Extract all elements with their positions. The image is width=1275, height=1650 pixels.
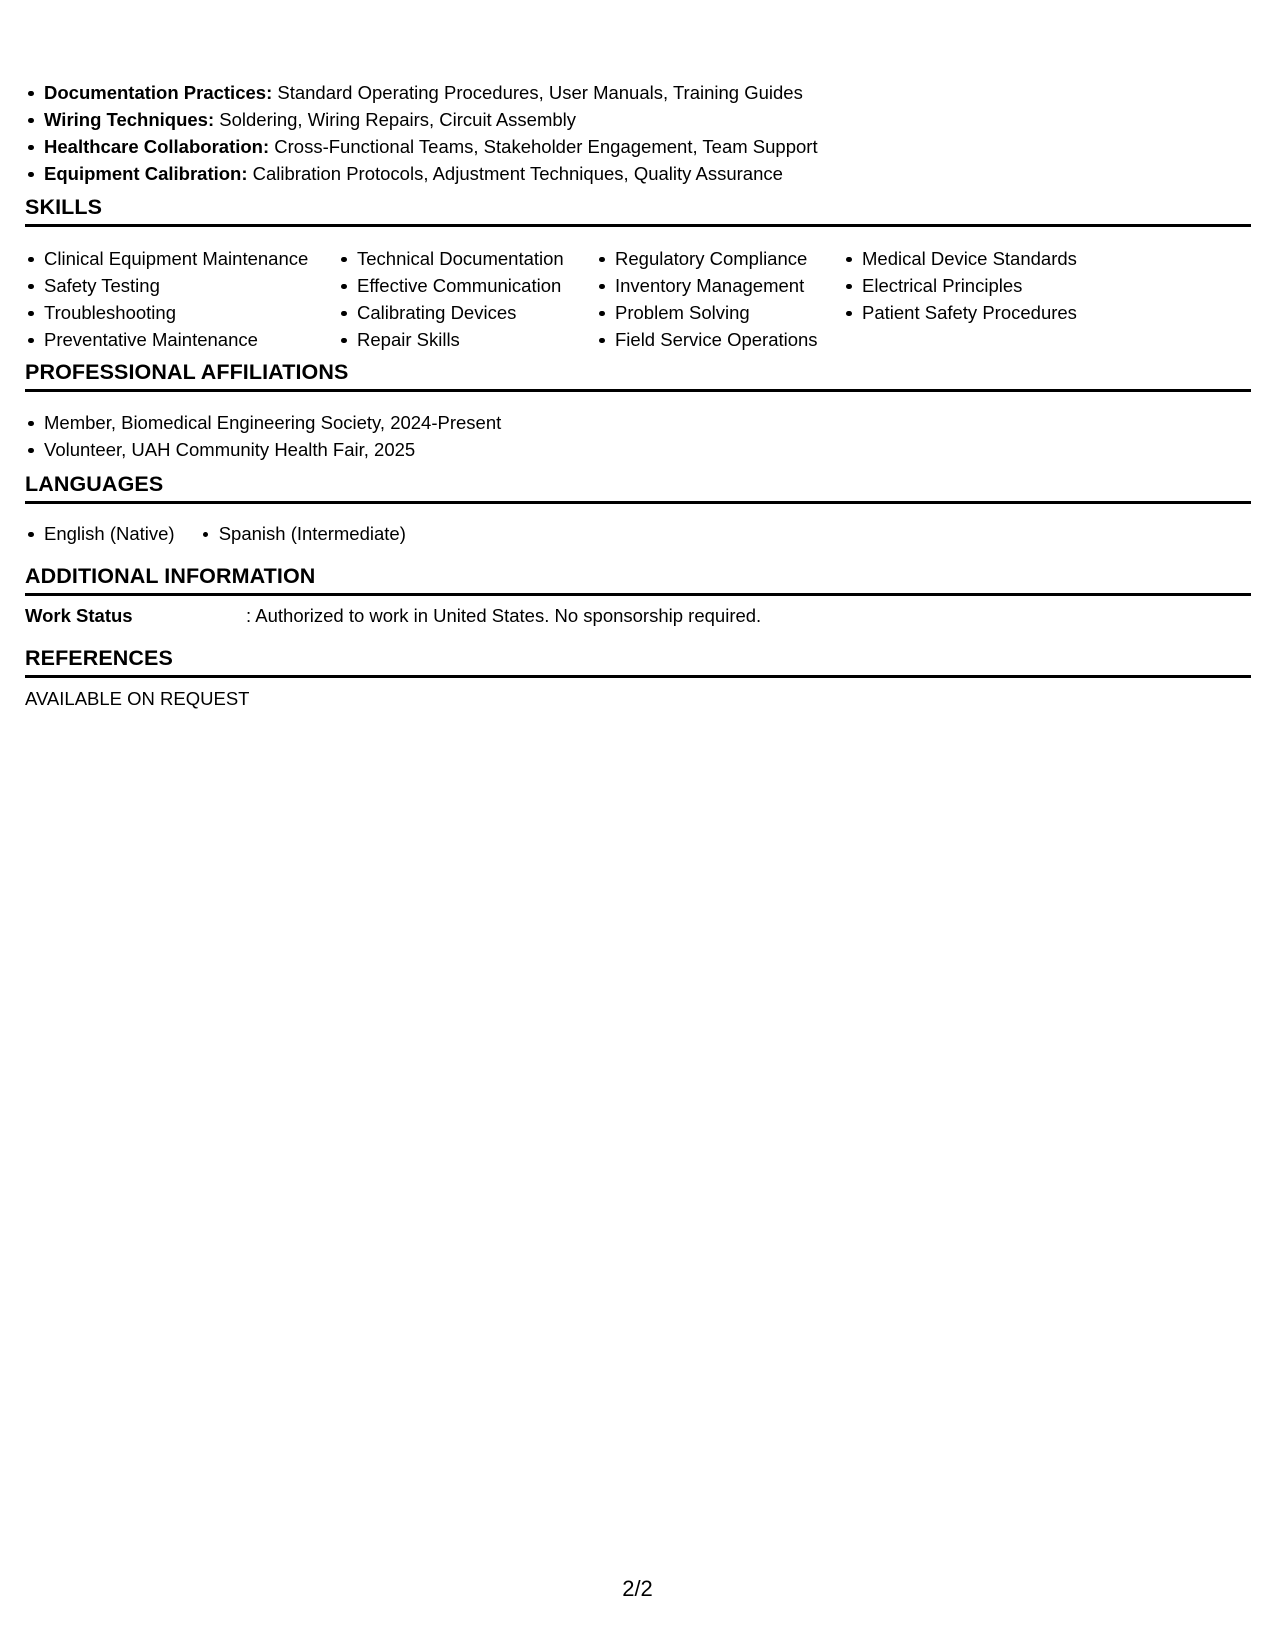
skill-item: Calibrating Devices xyxy=(338,299,564,326)
skill-item: Regulatory Compliance xyxy=(596,245,818,272)
list-item: Volunteer, UAH Community Health Fair, 2025 xyxy=(25,436,501,463)
list-item: Member, Biomedical Engineering Society, 2024-Present xyxy=(25,409,501,436)
skill-item: Problem Solving xyxy=(596,299,818,326)
references-text: AVAILABLE ON REQUEST xyxy=(25,688,250,709)
section-heading-skills: SKILLS xyxy=(25,194,1251,227)
skills-column xyxy=(25,245,308,353)
skill-item: Inventory Management xyxy=(596,272,818,299)
competency-list xyxy=(25,79,818,187)
page-number: 2/2 xyxy=(622,1576,653,1601)
skill-item: Medical Device Standards xyxy=(843,245,1077,272)
section-heading-languages: LANGUAGES xyxy=(25,471,1251,504)
skills-column xyxy=(338,245,564,353)
list-item: Documentation Practices: Standard Operating Procedures, User Manuals, Training Guides xyxy=(25,79,818,106)
skill-item: Field Service Operations xyxy=(596,326,818,353)
list-item: Healthcare Collaboration: Cross-Functional Teams, Stakeholder Engagement, Team Support xyxy=(25,133,818,160)
list-item: Equipment Calibration: Calibration Protocols, Adjustment Techniques, Quality Assurance xyxy=(25,160,818,187)
skills-column xyxy=(596,245,818,353)
skill-item: Patient Safety Procedures xyxy=(843,299,1077,326)
skill-item: Electrical Principles xyxy=(843,272,1077,299)
skill-item: Preventative Maintenance xyxy=(25,326,308,353)
languages-list xyxy=(25,520,426,547)
skill-item: Troubleshooting xyxy=(25,299,308,326)
skill-item: Clinical Equipment Maintenance xyxy=(25,245,308,272)
affiliations-list xyxy=(25,409,501,463)
skill-item: Technical Documentation xyxy=(338,245,564,272)
section-heading-references: REFERENCES xyxy=(25,645,1251,678)
work-status-label: Work Status xyxy=(25,605,133,626)
skill-item: Safety Testing xyxy=(25,272,308,299)
language-item: Spanish (Intermediate) xyxy=(200,520,406,547)
skill-item: Repair Skills xyxy=(338,326,564,353)
section-heading-additional-info: ADDITIONAL INFORMATION xyxy=(25,563,1251,596)
work-status-value: : Authorized to work in United States. No sponsorship required. xyxy=(246,605,762,626)
skills-column xyxy=(843,245,1077,326)
list-item: Wiring Techniques: Soldering, Wiring Repairs, Circuit Assembly xyxy=(25,106,818,133)
skill-item: Effective Communication xyxy=(338,272,564,299)
section-heading-affiliations: PROFESSIONAL AFFILIATIONS xyxy=(25,359,1251,392)
language-item: English (Native) xyxy=(25,520,175,547)
